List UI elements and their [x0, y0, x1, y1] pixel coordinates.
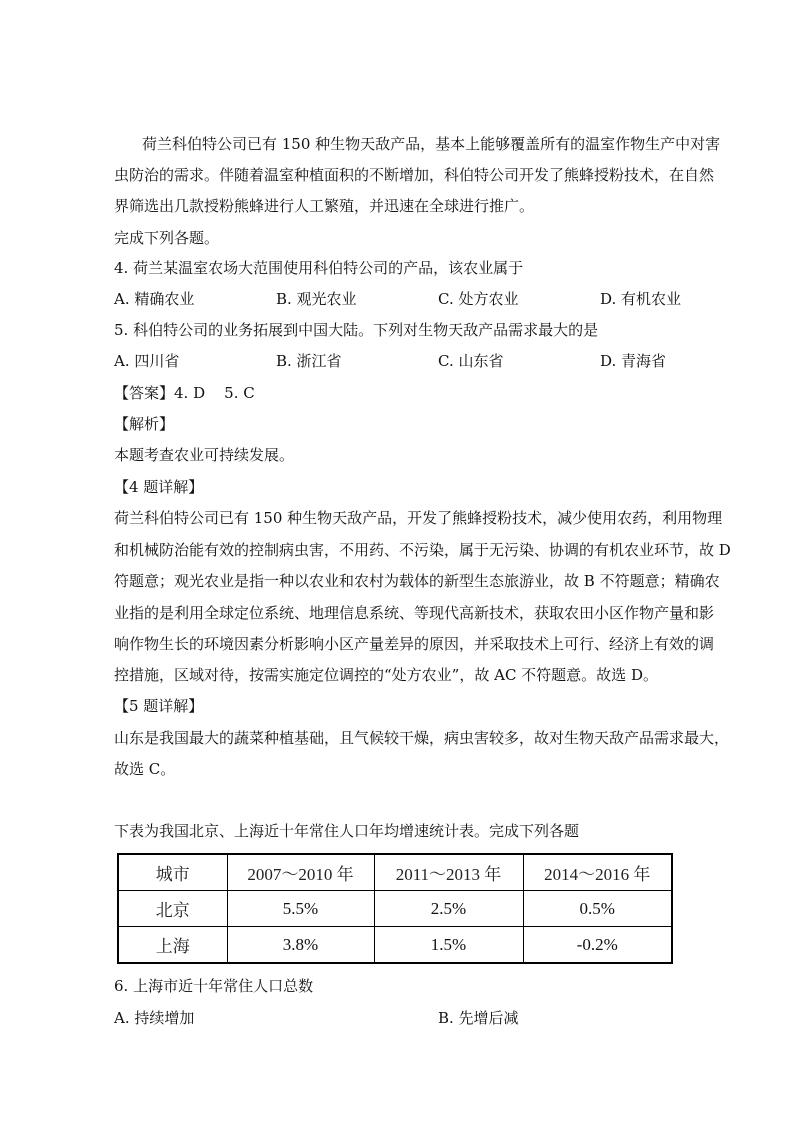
table-cell-city: 北京 — [118, 891, 227, 927]
q5-detail-line-1: 山东是我国最大的蔬菜种植基础，且气候较干燥，病虫害较多，故对生物天敌产品需求最大， — [114, 729, 730, 747]
table-header-row — [118, 854, 672, 891]
question-5-stem: 5. 科伯特公司的业务拓展到中国大陆。下列对生物天敌产品需求最大的是 — [114, 321, 599, 339]
question-4-option-d: D. 有机农业 — [600, 290, 682, 308]
table-header-period-3: 2014～2016 年 — [523, 854, 672, 891]
passage2-intro: 下表为我国北京、上海近十年常住人口年均增速统计表。完成下列各题 — [114, 822, 580, 840]
q4-detail-line-6: 控措施，区域对待，按需实施定位调控的“处方农业”，故 AC 不符题意。故选 D。 — [114, 666, 658, 684]
question-4-option-c: C. 处方农业 — [438, 290, 519, 308]
table-cell-value: 0.5% — [523, 891, 672, 927]
q5-detail-line-2: 故选 C。 — [114, 760, 176, 778]
question-4-option-a: A. 精确农业 — [114, 290, 195, 308]
question-4-option-b: B. 观光农业 — [276, 290, 357, 308]
table-header-period-1: 2007～2010 年 — [227, 854, 374, 891]
passage1-instruction: 完成下列各题。 — [114, 229, 220, 247]
population-growth-table — [117, 853, 673, 964]
table-header-city: 城市 — [118, 854, 227, 891]
passage1-line-3: 界筛选出几款授粉熊蜂进行人工繁殖，并迅速在全球进行推广。 — [114, 197, 535, 215]
q4-detail-line-4: 业指的是利用全球定位系统、地理信息系统、等现代高新技术，获取农田小区作物产量和影 — [114, 604, 715, 622]
question-6-stem: 6. 上海市近十年常住人口总数 — [114, 977, 314, 995]
table-cell-city: 上海 — [118, 927, 227, 964]
table-cell-value: 1.5% — [374, 927, 523, 964]
question-5-option-a: A. 四川省 — [114, 352, 180, 370]
table-cell-value: 2.5% — [374, 891, 523, 927]
table-header-period-2: 2011～2013 年 — [374, 854, 523, 891]
question-4-stem: 4. 荷兰某温室农场大范围使用科伯特公司的产品，该农业属于 — [114, 259, 524, 277]
question-5-option-d: D. 青海省 — [600, 352, 667, 370]
question-6-option-b: B. 先增后减 — [438, 1009, 519, 1027]
q4-detail-line-1: 荷兰科伯特公司已有 150 种生物天敌产品，开发了熊蜂授粉技术，减少使用农药，利用物理 — [114, 509, 723, 527]
analysis-text: 本题考查农业可持续发展。 — [114, 446, 295, 464]
question-5-option-b: B. 浙江省 — [276, 352, 342, 370]
q4-detail-line-3: 符题意；观光农业是指一种以农业和农村为载体的新型生态旅游业，故 B 不符题意；精确农 — [114, 572, 720, 590]
table-cell-value: 5.5% — [227, 891, 374, 927]
table-row — [118, 927, 672, 964]
q5-detail-heading: 【5 题详解】 — [114, 697, 204, 715]
table-row — [118, 891, 672, 927]
question-5-option-c: C. 山东省 — [438, 352, 504, 370]
passage1-line-2: 虫防治的需求。伴随着温室种植面积的不断增加，科伯特公司开发了熊蜂授粉技术，在自然 — [114, 166, 715, 184]
table-cell-value: 3.8% — [227, 927, 374, 964]
table-cell-value: -0.2% — [523, 927, 672, 964]
q4-detail-line-5: 响作物生长的环境因素分析影响小区产量差异的原因，并采取技术上可行、经济上有效的调 — [114, 635, 715, 653]
passage1-line-1: 荷兰科伯特公司已有 150 种生物天敌产品，基本上能够覆盖所有的温室作物生产中对害 — [142, 135, 721, 153]
answer-line: 【答案】4. D 5. C — [114, 384, 255, 402]
question-6-option-a: A. 持续增加 — [114, 1009, 195, 1027]
q4-detail-line-2: 和机械防治能有效的控制病虫害，不用药、不污染，属于无污染、协调的有机农业环节，故 D — [114, 541, 731, 559]
q4-detail-heading: 【4 题详解】 — [114, 478, 204, 496]
analysis-heading: 【解析】 — [114, 415, 175, 433]
